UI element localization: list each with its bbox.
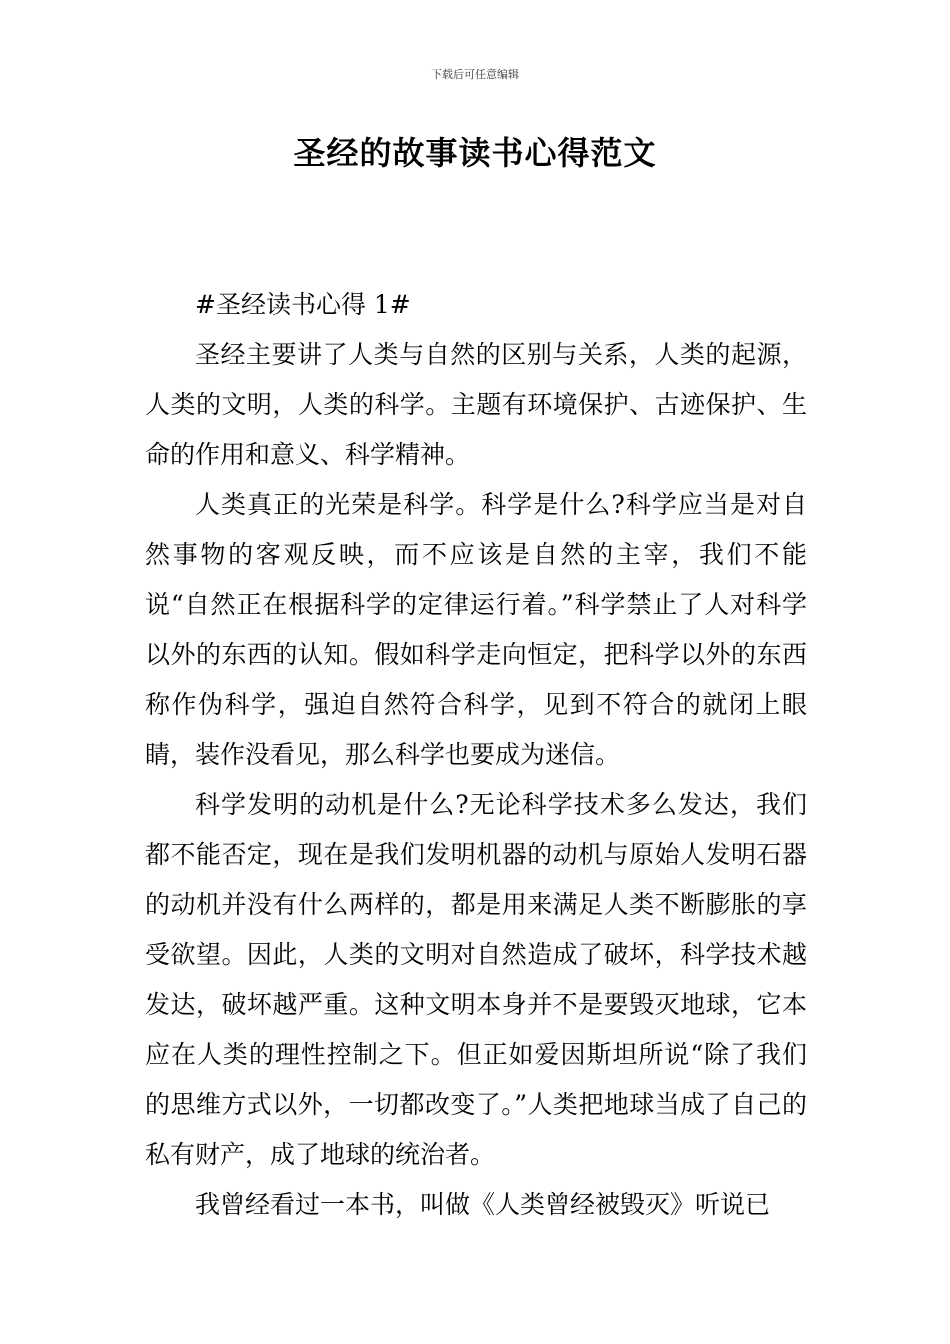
paragraph-2: 人类真正的光荣是科学。科学是什么?科学应当是对自然事物的客观反映，而不应该是自然的主宰，我们不能说“自然正在根据科学的定律运行着。”科学禁止了人对科学以外的东西的认知。假如科学走向恒定，把科学以外的东西称作伪科学，强迫自然符合科学，见到不符合的就闭上眼睛，装作没看见，那么科学也要成为迷信。 <box>145 490 807 769</box>
paragraph-3: 科学发明的动机是什么?无论科学技术多么发达，我们都不能否定，现在是我们发明机器的动机与原始人发明石器的动机并没有什么两样的，都是用来满足人类不断膨胀的享受欲望。因此，人类的文明对自然造成了破坏，科学技术越发达，破坏越严重。这种文明本身并不是要毁灭地球，它本应在人类的理性控制之下。但正如爱因斯坦所说“除了我们的思维方式以外，一切都改变了。”人类把地球当成了自己的私有财产，成了地球的统治者。 <box>145 790 807 1169</box>
document-title: 圣经的故事读书心得范文 <box>293 134 657 172</box>
document-body <box>145 280 807 1230</box>
paragraph-1: 圣经主要讲了人类与自然的区别与关系，人类的起源，人类的文明，人类的科学。主题有环境保护、古迹保护、生命的作用和意义、科学精神。 <box>145 340 807 469</box>
header-note: 下载后可任意编辑 <box>431 68 519 81</box>
paragraph-4: 我曾经看过一本书，叫做《人类曾经被毁灭》听说已 <box>195 1190 771 1219</box>
section-heading: #圣经读书心得 1# <box>195 290 411 319</box>
